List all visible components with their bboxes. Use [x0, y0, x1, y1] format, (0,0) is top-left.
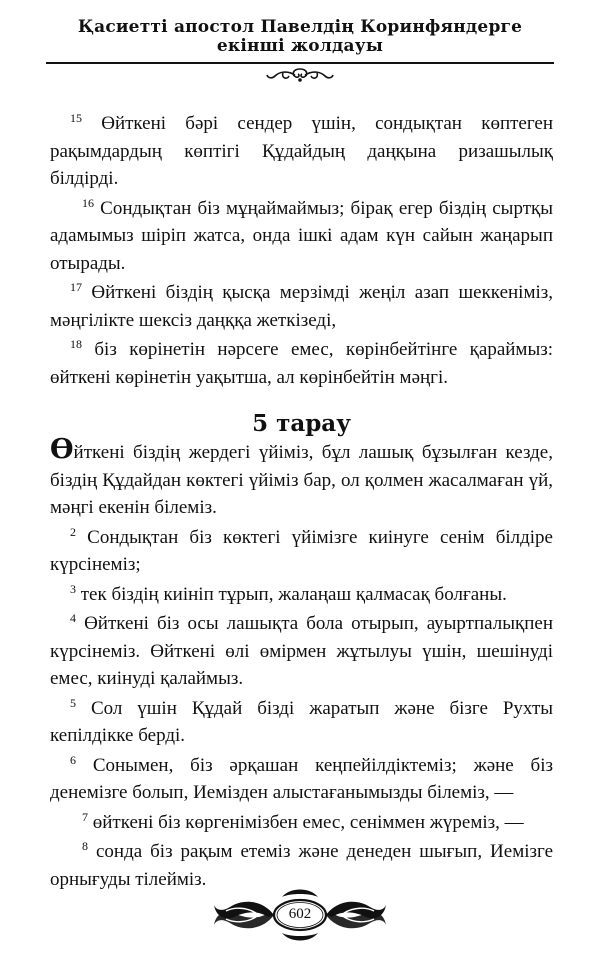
verse-number: 7: [82, 809, 88, 824]
verse-number: 15: [70, 111, 82, 125]
verse-6: [50, 752, 553, 807]
verse-number: 5: [70, 695, 76, 710]
page-number: 602: [288, 906, 312, 922]
verse-number: 3: [70, 581, 76, 596]
verse-17: [50, 279, 553, 334]
verse-number: 18: [70, 337, 82, 351]
verse-text: біз көрінетін нәрсеге емес, көрінбейтінге қараймыз: өйткені көрінетін уақытша, ал көрінбейтін мәңгі.: [50, 339, 554, 388]
verse-number: 6: [70, 752, 76, 767]
verse-text: тек біздің киініп тұрып, жалаңаш қалмасақ болғаны.: [80, 583, 507, 605]
verse-text: Сондықтан біз көктегі үйімізге киінуге сенім білдіре күрсінеміз;: [50, 526, 553, 575]
verse-text: өйткені біз көргенімізбен емес, сеніммен жүреміз, —: [92, 811, 524, 833]
header-title-line2: екінші жолдауы: [216, 36, 384, 56]
running-header: [40, 18, 560, 84]
verse-18: [50, 336, 553, 391]
verse-number: 2: [70, 524, 76, 539]
verse-text: Сондықтан біз мұңаймаймыз; бірақ егер біздің сыртқы адамымыз шіріп жатса, онда ішкі адам күн сайын жаңарып отырады.: [50, 197, 553, 274]
verse-1: [50, 434, 553, 522]
chapter-heading: 5 тарау: [252, 410, 351, 437]
drop-cap: Ө: [50, 434, 74, 465]
verse-2: [50, 524, 553, 579]
verse-number: 8: [82, 839, 88, 853]
page-footer: [212, 885, 388, 945]
text-body: [50, 110, 553, 895]
verse-number: 4: [70, 611, 76, 625]
verse-5: [50, 695, 553, 750]
verse-text: Өйткені біз осы лашықта бола отырып, ауыртпалықпен күрсінеміз. Өйткені өлі өмірмен жұтылуы үшін, шешінуді емес, киінуді қалаймыз.: [50, 613, 553, 689]
verse-text: Өйткені бәрі сендер үшін, сондықтан көптеген рақымдардың көптігі Құдайдың даңқына ризашылық білдірді.: [50, 113, 553, 189]
verse-text: Сонымен, біз әрқашан кеңпейілдіктеміз; және біз денемізге болып, Иемізден алыстағанымызды білеміз, —: [50, 754, 554, 803]
verse-number: 17: [70, 280, 82, 294]
verse-3: [50, 581, 553, 609]
verse-text: Өйткені біздің қысқа мерзімді жеңіл азап шеккеніміз, мәңгілікте шексіз даңққа жеткізеді,: [50, 282, 554, 331]
verse-number: 16: [82, 195, 94, 210]
verse-4: [50, 610, 553, 693]
verse-text: сонда біз рақым етеміз және денеден шығып, Иемізге орнығуды тілейміз.: [50, 841, 553, 890]
header-rule: [46, 62, 554, 64]
header-title-line1: Қасиетті апостол Павелдің Коринфяндерге: [77, 17, 523, 37]
verse-text: йткені біздің жердегі үйіміз, бұл лашық бұзылған кезде, біздің Құдайдан көктегі үйіміз бар, ол қолмен жасалмаған үй, мәңгі екенін білеміз.: [50, 442, 553, 518]
verse-7: [50, 809, 553, 837]
verse-15: [50, 110, 553, 193]
verse-16: [50, 195, 553, 278]
header-ornament-icon: [265, 66, 335, 84]
verse-text: Сол үшін Құдай бізді жаратып және бізге Рухты кепілдікке берді.: [50, 697, 554, 746]
